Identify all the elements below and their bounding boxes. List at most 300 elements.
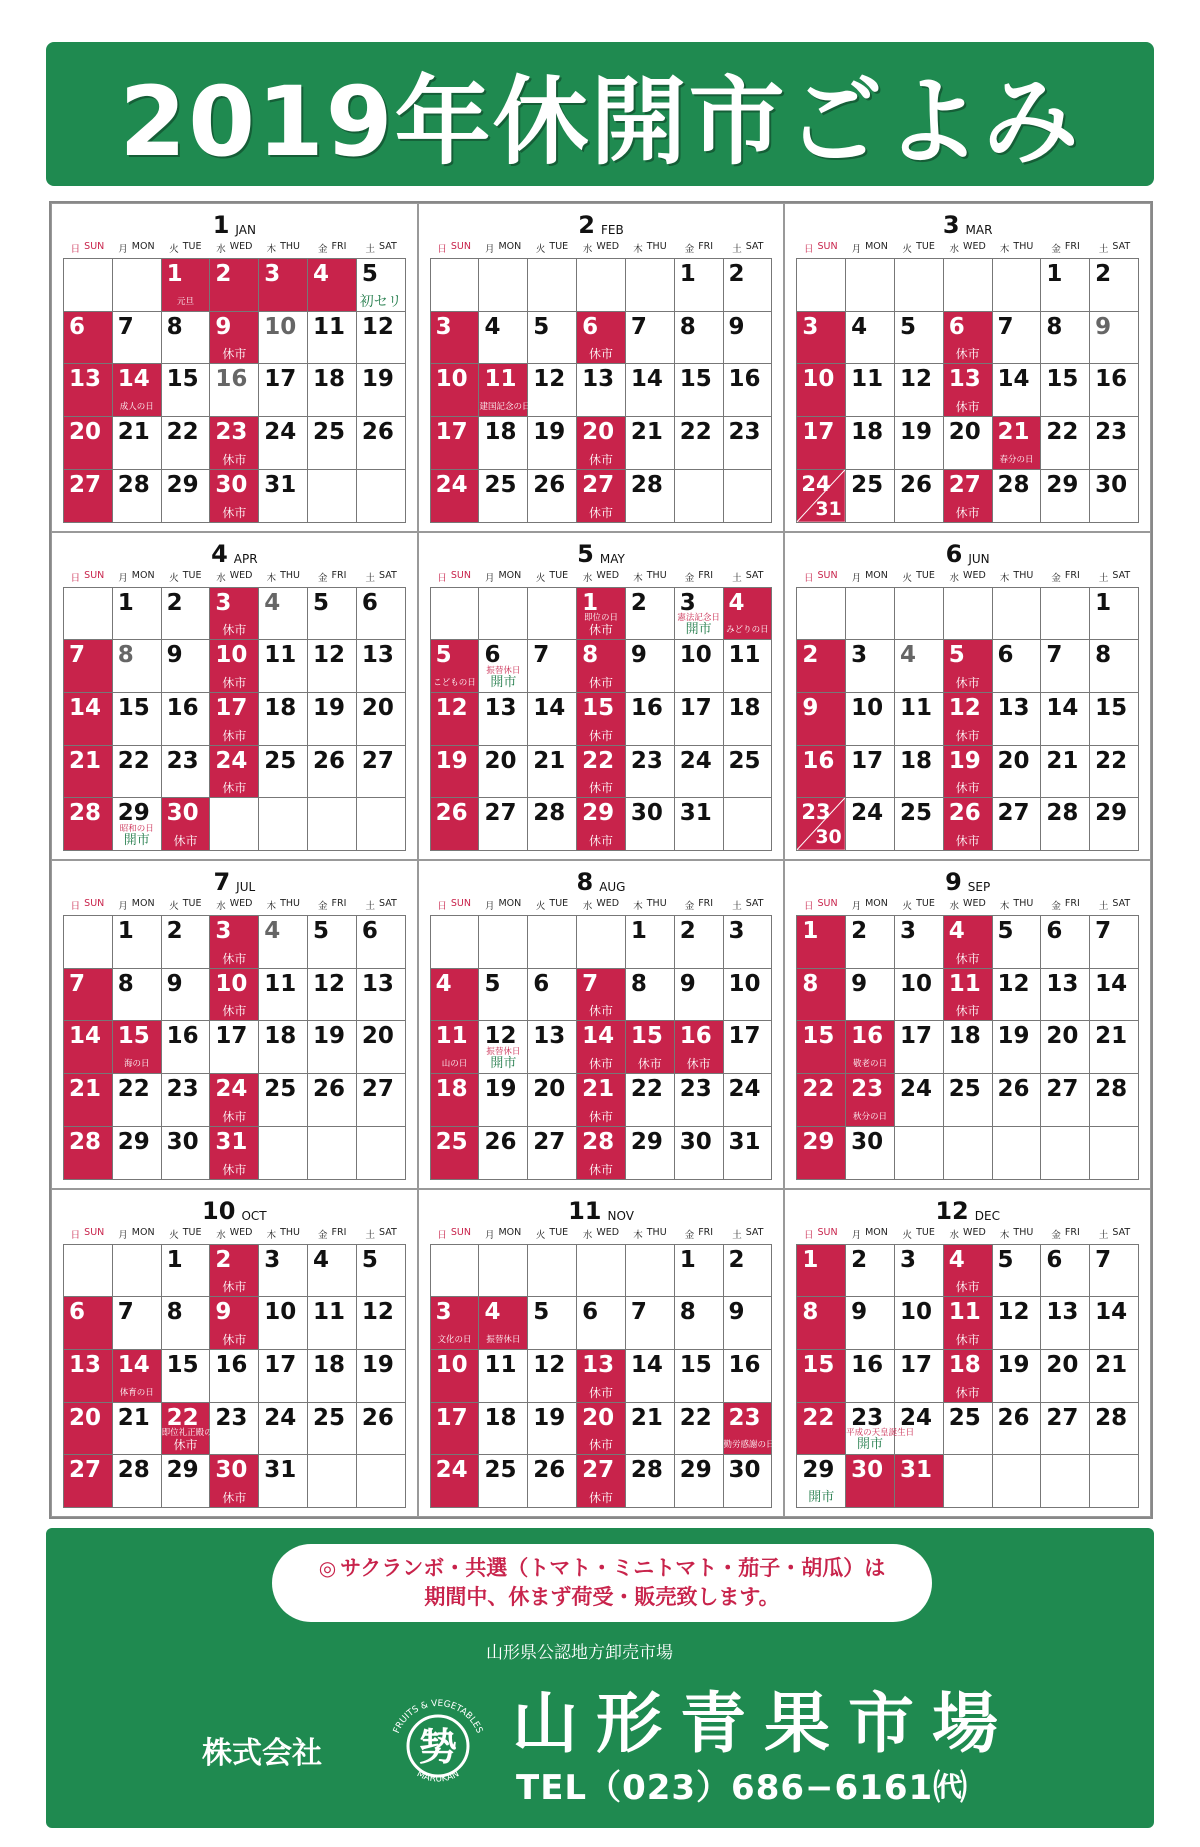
day-cell [64,417,113,470]
day-cell [357,417,406,470]
day-number: 19 [313,694,346,721]
day-cell [724,588,773,641]
day-cell [895,1127,944,1180]
day-cell [675,259,724,312]
day-number: 10 [899,970,932,997]
closed-label: 休市 [222,452,247,467]
day-cell [1041,693,1090,746]
holiday-label: 成人の日 [119,402,154,413]
day-cell [113,588,162,641]
day-cell [162,746,211,799]
day-number: 13 [361,970,394,997]
day-number: 26 [948,800,981,827]
day-number: 22 [1046,419,1079,446]
weekday-label [430,570,479,584]
day-number: 15 [117,694,150,721]
day-cell [431,798,480,851]
week-row [797,640,1139,693]
day-number: 20 [533,1076,566,1103]
weekday-en: TUE [916,569,935,581]
day-cell [846,746,895,799]
day-number: 13 [948,366,981,393]
day-number: 21 [1095,1351,1128,1378]
notice-text-1: サクランボ・共選（トマト・ミニトマト・茄子・胡瓜）は [340,1556,886,1580]
day-cell [162,1074,211,1127]
weekday-ja: 木 [266,244,277,255]
day-number: 29 [117,800,150,827]
month-header [796,537,1139,567]
weekday-ja: 土 [732,1229,742,1241]
month-header [796,1194,1139,1224]
day-cell [1041,1455,1090,1508]
day-cell [724,693,773,746]
day-cell [626,1074,675,1127]
day-number: 19 [997,1351,1030,1378]
day-cell [431,1021,480,1074]
day-cell [895,1021,944,1074]
day-cell [528,1297,577,1350]
day-cell [846,693,895,746]
day-number: 9 [802,694,819,721]
weekday-en: SUN [84,241,105,252]
day-number: 19 [361,1351,394,1378]
day-number: 16 [1095,366,1128,393]
day-number: 20 [997,747,1030,774]
day-number: 15 [630,1023,663,1050]
day-number: 1 [117,918,134,944]
day-number: 2 [630,589,647,616]
day-number: 25 [313,1404,346,1431]
day-cell [308,417,357,470]
closed-label: 休市 [588,834,613,848]
day-cell [797,1297,846,1350]
day-number: 7 [630,313,647,340]
open-label: 開市 [490,674,517,690]
weekday-en: SAT [1112,898,1131,909]
day-cell [1041,798,1090,851]
day-number: 3 [851,642,868,669]
weekday-en: TUE [549,569,569,581]
weekday-ja: 水 [582,901,593,912]
month-number: 4 [211,539,228,568]
weekday-en: SUN [817,241,838,252]
weekday-en: SUN [450,569,471,581]
day-number: 17 [215,694,248,721]
day-cell [626,693,675,746]
day-cell [577,364,626,417]
day-number: 24 [899,1404,932,1431]
weekday-label [112,898,161,912]
day-cell [431,1127,480,1180]
day-cell [308,1074,357,1127]
weekday-label [1041,570,1090,584]
day-cell [895,1403,944,1456]
day-cell [479,693,528,746]
weekday-ja: 金 [684,572,695,584]
day-cell [846,364,895,417]
day-number: 8 [802,970,819,997]
day-cell [944,259,993,312]
month-mar [784,203,1151,532]
day-cell [259,470,308,523]
weekday-label [674,1227,723,1241]
day-cell [895,1297,944,1350]
day-cell [528,1074,577,1127]
day-number: 3 [215,918,232,944]
weekday-label [894,1227,943,1241]
day-number: 25 [484,1457,517,1484]
weekday-label [1041,241,1090,255]
day-cell [1041,640,1090,693]
day-cell [259,916,308,969]
day-number: 21 [69,747,102,774]
day-number: 10 [851,694,884,721]
weekday-header [430,238,773,258]
day-number: 11 [313,313,346,340]
weekday-ja: 水 [582,1229,593,1241]
day-cell [64,312,113,365]
day-cell [577,798,626,851]
weekday-label [577,898,626,912]
day-cell [64,364,113,417]
day-number: 6 [361,589,378,616]
day-number: 29 [582,800,615,827]
holiday-label: 振替休日 [486,665,521,676]
day-number: 11 [313,1299,346,1326]
day-number: 22 [1095,747,1128,774]
day-number: 24 [899,1076,932,1103]
weekday-ja: 月 [484,1229,495,1241]
day-cell [259,1403,308,1456]
day-number: 22 [117,1076,150,1103]
holiday-label: 勤労感謝の日 [723,1440,775,1451]
day-cell [210,1403,259,1456]
day-number: 11 [851,366,884,393]
day-number: 4 [313,261,330,287]
weekday-ja: 火 [902,901,913,912]
day-cell [846,1455,895,1508]
day-cell [161,1403,222,1456]
weekday-en: WED [229,569,253,581]
day-number: 10 [435,1351,468,1378]
day-cell [626,916,675,969]
day-number: 1 [166,261,183,287]
day-cell [528,1403,577,1456]
day-number: 18 [435,1076,468,1103]
week-row [797,1350,1139,1403]
day-cell [528,798,577,851]
day-number: 12 [435,694,468,721]
day-number: 25 [948,1076,981,1103]
day-cell [724,1127,773,1180]
day-number: 17 [851,747,884,774]
weekday-label [259,570,308,584]
day-cell [259,417,308,470]
weekday-ja: 火 [169,1229,179,1241]
weekday-label [625,570,674,584]
day-cell [895,1350,944,1403]
day-cell [210,364,259,417]
weekday-label [161,570,210,584]
day-number: 25 [435,1128,468,1155]
day-cell [626,1350,675,1403]
closed-label: 休市 [588,452,613,467]
weekday-ja: 火 [535,572,546,584]
day-cell [1041,1350,1090,1403]
day-cell [210,417,259,470]
day-cell [993,916,1042,969]
weekday-en: FRI [698,569,714,581]
day-number: 28 [630,1457,663,1484]
day-cell [944,969,993,1022]
day-cell [724,1455,773,1508]
day-cell [1041,1245,1090,1298]
day-number: 30 [851,1457,884,1484]
day-number: 4 [484,1299,501,1326]
day-cell [528,470,577,523]
day-cell [993,1297,1042,1350]
day-number: 16 [851,1351,884,1378]
weekday-label [943,898,992,912]
day-number: 14 [630,366,663,393]
month-number: 6 [945,539,963,568]
day-number: 3 [435,1299,452,1326]
week-row [64,1350,406,1403]
day-cell [308,1021,357,1074]
day-number: 11 [264,970,297,997]
day-cell [162,1245,211,1298]
holiday-label: 敬老の日 [853,1059,888,1070]
day-number: 5 [313,589,330,616]
day-number: 25 [313,419,346,446]
day-cell [993,364,1042,417]
weekday-label [308,570,357,584]
weekday-label [112,570,161,584]
month-jun [784,532,1151,861]
month-apr [51,532,418,861]
week-row [797,798,1139,851]
day-cell [675,746,724,799]
day-cell [993,746,1042,799]
day-cell [162,1297,211,1350]
week-row [797,259,1139,312]
day-number: 9 [630,642,647,669]
day-number: 27 [582,471,615,498]
month-days [63,915,406,1180]
weekday-label [577,570,626,584]
day-cell [895,798,944,851]
day-cell [64,693,113,746]
weekday-label [161,898,210,912]
day-number: 31 [264,471,297,498]
day-number: 18 [851,419,884,446]
day-cell [944,1245,993,1298]
day-number: 17 [679,694,712,721]
day-cell [944,1074,993,1127]
day-number: 14 [117,366,150,393]
day-number: 1 [166,1246,183,1273]
day-cell [210,640,259,693]
day-cell [479,1350,528,1403]
month-days [430,258,773,523]
day-number: 8 [679,313,696,340]
day-cell [797,588,846,641]
day-number: 13 [1046,970,1079,997]
day-cell [577,1074,626,1127]
day-number: 8 [582,642,599,669]
day-cell [993,1455,1042,1508]
open-label: 開市 [685,622,712,638]
day-number: 11 [484,1351,517,1378]
weekday-ja: 木 [999,244,1010,255]
day-number: 23 [1095,419,1128,446]
day-number: 27 [1046,1076,1079,1103]
weekday-label [430,241,479,255]
day-number: 25 [264,1076,297,1103]
day-cell [895,470,944,523]
day-cell [113,1021,162,1074]
day-cell [577,312,626,365]
day-cell [626,1403,675,1456]
weekday-ja: 金 [684,244,695,255]
weekday-label [723,898,772,912]
weekday-en: MON [498,898,522,909]
week-row [797,1403,1139,1456]
day-cell [1090,916,1139,969]
month-sep [784,860,1151,1189]
day-number: 23 [728,1404,761,1431]
holiday-label: 春分の日 [999,454,1034,465]
day-number: 30 [851,1128,884,1155]
weekday-en: WED [963,1226,986,1238]
day-number: 13 [361,642,394,669]
day-number: 23 [215,419,248,446]
month-number: 7 [213,868,231,896]
day-cell [357,640,406,693]
day-cell [895,746,944,799]
day-cell [846,640,895,693]
week-row [64,693,406,746]
weekday-ja: 土 [365,1229,376,1241]
weekday-label [479,898,528,912]
day-cell [528,1127,577,1180]
day-number: 25 [484,471,517,498]
weekday-en: SUN [450,1226,471,1238]
day-cell [577,746,626,799]
weekday-ja: 日 [70,244,81,255]
weekday-ja: 木 [633,572,643,584]
weekday-ja: 木 [266,901,277,912]
day-cell [993,588,1042,641]
weekday-label [845,898,894,912]
day-number: 2 [728,261,745,287]
day-number: 26 [533,471,566,498]
day-cell [357,470,406,523]
day-number: 10 [215,642,248,669]
weekday-en: WED [596,569,620,581]
day-number: 11 [899,694,932,721]
day-number: 28 [117,1457,150,1484]
day-cell [64,1455,113,1508]
day-number-second: 31 [815,497,842,520]
week-row [431,1127,773,1180]
day-cell [993,969,1042,1022]
day-number: 6 [948,313,965,340]
day-number: 14 [1046,694,1079,721]
weekday-en: FRI [331,898,347,909]
weekday-en: SAT [1112,241,1131,252]
weekday-label [992,1227,1041,1241]
open-label: 開市 [123,833,150,848]
month-name: APR [233,551,258,566]
weekday-en: TUE [182,569,202,581]
day-cell [162,259,211,312]
week-row [797,969,1139,1022]
day-number: 17 [899,1351,932,1378]
month-feb [418,203,785,532]
weekday-en: SUN [84,1226,105,1238]
weekday-label [112,1227,161,1241]
market-subtitle: 山形県公認地方卸売市場 [486,1643,673,1663]
weekday-label [577,1227,626,1241]
day-cell [479,969,528,1022]
closed-label: 休市 [955,781,980,796]
day-cell [308,1297,357,1350]
day-cell [210,1245,259,1298]
month-name: FEB [600,223,624,237]
day-cell [944,1021,993,1074]
weekday-en: THU [646,241,667,252]
weekday-ja: 土 [365,901,376,912]
day-number: 27 [484,800,517,827]
day-cell [431,1297,480,1350]
day-number: 8 [679,1299,696,1326]
day-number: 21 [630,419,663,446]
day-number: 15 [1046,366,1079,393]
holiday-label: 憲法記念日 [677,613,720,624]
day-number: 14 [1095,970,1128,997]
weekday-label [528,570,577,584]
day-cell [210,1074,259,1127]
day-cell [308,969,357,1022]
month-dec [784,1189,1151,1518]
weekday-label [63,898,112,912]
weekday-label [259,898,308,912]
weekday-en: MON [498,569,522,581]
day-number: 5 [484,970,501,997]
week-row [64,588,406,641]
day-number: 20 [361,1023,394,1050]
day-cell [479,798,528,851]
day-number: 24 [728,1076,761,1103]
day-cell [113,969,162,1022]
day-cell [724,640,773,693]
day-number: 6 [1046,918,1063,944]
weekday-label [210,570,259,584]
week-row [797,312,1139,365]
day-cell [113,746,162,799]
day-number: 13 [997,694,1030,721]
weekday-ja: 水 [216,1229,226,1241]
day-cell [259,746,308,799]
day-number: 23 [801,800,831,825]
day-cell [944,798,993,851]
weekday-ja: 金 [1051,244,1061,255]
day-number: 8 [166,313,183,340]
closed-label: 休市 [222,781,247,796]
day-cell [479,1127,528,1180]
day-cell [675,1245,724,1298]
